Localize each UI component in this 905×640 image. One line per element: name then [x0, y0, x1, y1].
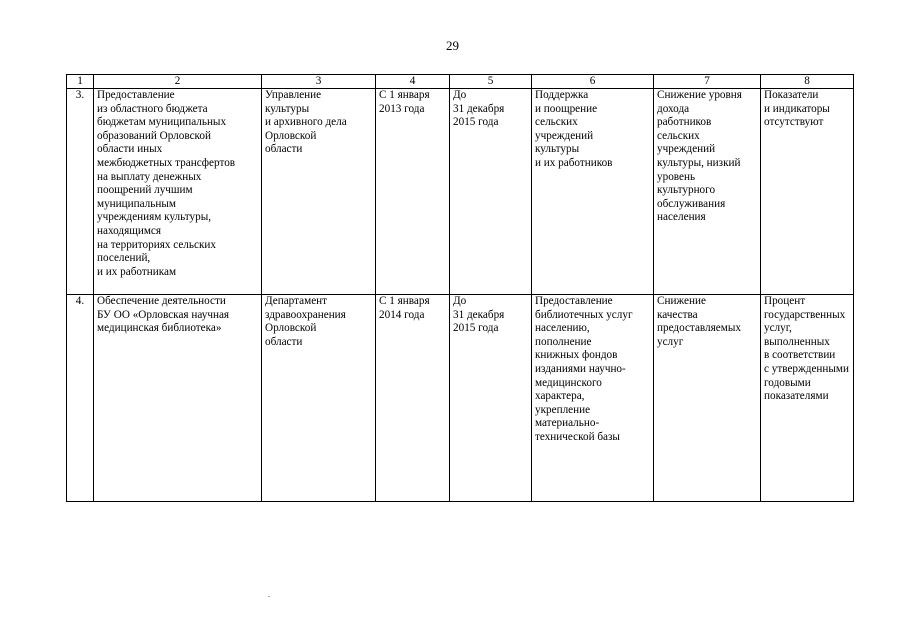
- column-header: 4: [376, 75, 450, 89]
- scan-speck: [268, 596, 270, 597]
- expected-result-cell: Предоставление библиотечных услуг населению, пополнение книжных фондов изданиями научно- медицинского характера, укрепление материально- технической базы: [532, 295, 654, 502]
- start-date-cell: С 1 января 2013 года: [376, 89, 450, 295]
- column-header: 8: [761, 75, 854, 89]
- column-number-row: [67, 75, 854, 89]
- expected-result-cell: Поддержка и поощрение сельских учреждений культуры и их работников: [532, 89, 654, 295]
- indicators-cell: Показатели и индикаторы отсутствуют: [761, 89, 854, 295]
- consequences-cell: Снижение уровня дохода работников сельских учреждений культуры, низкий уровень культурного обслуживания населения: [654, 89, 761, 295]
- executor-cell: Департамент здравоохранения Орловской области: [262, 295, 376, 502]
- column-header: 6: [532, 75, 654, 89]
- row-number: 4.: [67, 295, 94, 502]
- measure-name-cell: Обеспечение деятельности БУ ОО «Орловская научная медицинская библиотека»: [94, 295, 262, 502]
- column-header: 2: [94, 75, 262, 89]
- end-date-cell: До 31 декабря 2015 года: [450, 295, 532, 502]
- measure-name-cell: Предоставление из областного бюджета бюджетам муниципальных образований Орловской области иных межбюджетных трансфертов на выплату денежных поощрений лучшим муниципальным учреждениям культуры, находящимся на территориях сельских поселений, и их работникам: [94, 89, 262, 295]
- executor-cell: Управление культуры и архивного дела Орловской области: [262, 89, 376, 295]
- page-number: 29: [446, 38, 459, 53]
- column-header: 7: [654, 75, 761, 89]
- start-date-cell: С 1 января 2014 года: [376, 295, 450, 502]
- table-row: [67, 89, 854, 295]
- column-header: 3: [262, 75, 376, 89]
- row-number: 3.: [67, 89, 94, 295]
- table-row: [67, 295, 854, 502]
- column-header: 1: [67, 75, 94, 89]
- column-header: 5: [450, 75, 532, 89]
- program-measures-table: [66, 74, 854, 502]
- consequences-cell: Снижение качества предоставляемых услуг: [654, 295, 761, 502]
- end-date-cell: До 31 декабря 2015 года: [450, 89, 532, 295]
- indicators-cell: Процент государственных услуг, выполненных в соответствии с утвержденными годовыми показателями: [761, 295, 854, 502]
